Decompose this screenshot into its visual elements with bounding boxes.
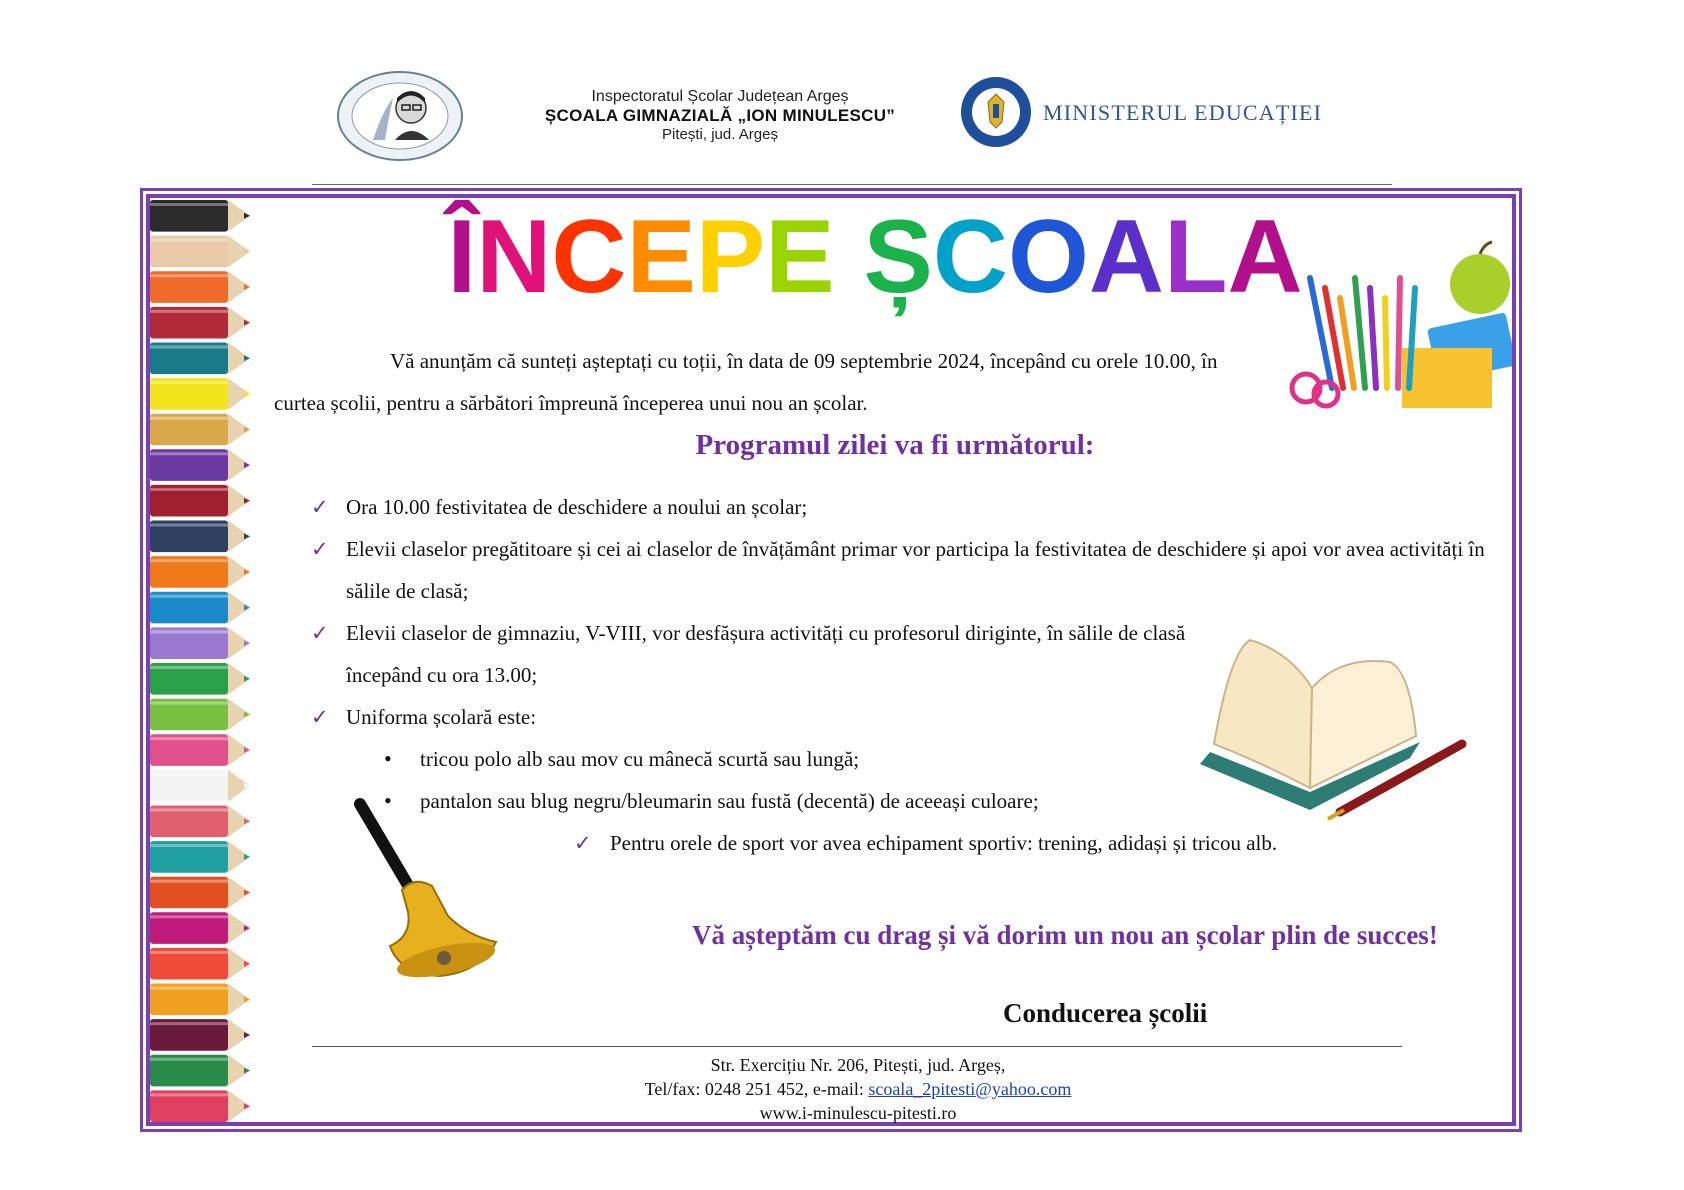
pencil	[150, 805, 250, 837]
list-item-text: Elevii claselor de gimnaziu, V-VIII, vor desfășura activități cu profesorul diriginte, în sălile de clasă începând cu ora 13.00;	[346, 621, 1186, 687]
list-item-text: Ora 10.00 festivitatea de deschidere a noului an școlar;	[346, 495, 808, 519]
program-heading: Programul zilei va fi următorul:	[695, 429, 1095, 461]
closing-message: Vă așteptăm cu drag și vă dorim un nou an școlar plin de succes!	[692, 920, 1438, 950]
open-book-pen-icon	[1190, 632, 1472, 824]
footer	[0, 1053, 1684, 1125]
inspectorate-name: Inspectoratul Școlar Județean Argeș	[591, 88, 849, 105]
pencil	[150, 770, 250, 802]
pencil	[150, 342, 250, 374]
school-supplies-image	[1262, 238, 1512, 410]
list-item-text: Elevii claselor pregătitoare și cei ai claselor de învățământ primar vor participa la festivitatea de deschidere și apoi vor avea activități în sălile de clasă;	[346, 537, 1485, 603]
list-item	[308, 528, 1514, 612]
government-seal	[960, 76, 1032, 148]
pencil	[150, 627, 250, 659]
checkmark-icon: ✓	[311, 705, 329, 729]
school-header-text	[520, 87, 920, 144]
pencil	[150, 485, 250, 517]
pencil	[150, 378, 250, 410]
pencil	[150, 841, 250, 873]
intro-paragraph	[274, 340, 1264, 424]
pencil	[150, 734, 250, 766]
bullet-icon: •	[384, 746, 392, 771]
intro-text: Vă anunțăm că sunteți așteptați cu toții, în data de 09 septembrie 2024, începând cu orele 10.00, în curtea școlii, pentru a sărbători împreună începerea unui nou an școlar.	[274, 349, 1218, 415]
pencil	[150, 663, 250, 695]
pencil	[150, 592, 250, 624]
uniform-item-text: tricou polo alb sau mov cu mânecă scurtă sau lungă;	[420, 747, 860, 771]
guvernul-romaniei-seal-icon	[960, 76, 1032, 148]
pencil	[150, 521, 250, 553]
school-logo	[335, 70, 465, 162]
school-portrait-seal-icon	[335, 70, 465, 162]
checkmark-icon: ✓	[311, 495, 329, 519]
ministry-name: MINISTERUL EDUCAȚIEI	[1043, 100, 1323, 125]
email-link[interactable]: scoala_2pitesti@yahoo.com	[868, 1079, 1072, 1099]
footer-website: www.i-minulescu-pitesti.ro	[759, 1103, 957, 1123]
school-location: Pitești, jud. Argeș	[662, 126, 778, 143]
signature: Conducerea școlii	[1003, 998, 1208, 1028]
list-item-text: Uniforma școlară este:	[346, 705, 537, 729]
footer-address: Str. Exercițiu Nr. 206, Pitești, jud. Argeș,	[710, 1055, 1006, 1075]
pencil	[150, 912, 250, 944]
footer-contact	[0, 1077, 1684, 1101]
page-title: ÎNCEPE ȘCOALA	[447, 200, 1303, 315]
uniform-item-text: pantalon sau blug negru/bleumarin sau fustă (decentă) de aceeași culoare;	[420, 789, 1039, 813]
sport-item-text: Pentru orele de sport vor avea echipament sportiv: trening, adidași și tricou alb.	[610, 831, 1278, 855]
pencil	[150, 556, 250, 588]
pencil	[150, 948, 250, 980]
school-bell-icon	[350, 796, 514, 982]
footer-phone: Tel/fax: 0248 251 452, e-mail:	[644, 1079, 869, 1099]
school-name: ȘCOALA GIMNAZIALĂ „ION MINULESCU”	[544, 106, 896, 125]
pencil	[150, 877, 250, 909]
bell-image	[350, 796, 514, 982]
school-supplies-apple-icon	[1262, 238, 1512, 410]
pencil	[150, 984, 250, 1016]
checkmark-icon: ✓	[311, 621, 329, 645]
pencil	[150, 1019, 250, 1051]
pencil-border	[150, 198, 258, 1124]
list-item	[308, 486, 1514, 528]
checkmark-icon: ✓	[574, 831, 592, 855]
footer-divider	[312, 1046, 1402, 1047]
list-item	[308, 612, 1226, 696]
bullet-icon: •	[384, 788, 392, 813]
pencil	[150, 699, 250, 731]
checkmark-icon: ✓	[311, 537, 329, 561]
book-image	[1190, 632, 1472, 824]
header-divider	[312, 184, 1392, 185]
colored-pencils-border-icon	[150, 198, 258, 1124]
